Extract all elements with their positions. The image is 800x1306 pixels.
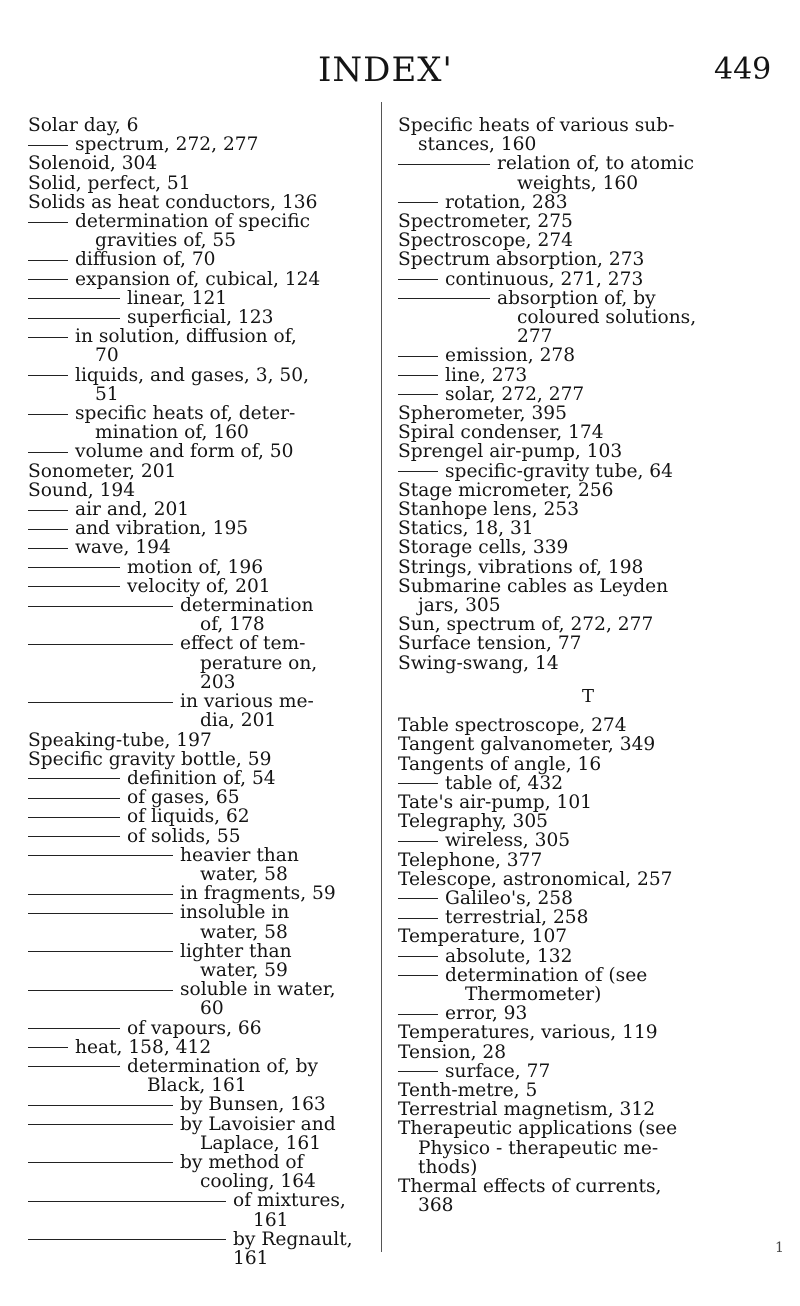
index-entry	[28, 1153, 378, 1191]
repeat-dash	[28, 702, 173, 703]
repeat-dash	[398, 471, 438, 472]
index-entry	[28, 788, 378, 807]
entry-text: Thermal effects of currents,	[398, 1175, 662, 1197]
index-entry	[398, 519, 778, 538]
repeat-dash	[398, 1071, 438, 1072]
entry-text: superficial, 123	[127, 307, 274, 329]
repeat-dash	[28, 951, 173, 952]
repeat-dash	[28, 644, 173, 645]
repeat-dash	[28, 1201, 226, 1202]
repeat-dash	[28, 375, 68, 376]
index-entry	[28, 750, 378, 769]
index-entry	[398, 812, 778, 831]
repeat-dash	[28, 990, 173, 991]
entry-text: Therapeutic applications (see	[398, 1118, 678, 1140]
entry-text: velocity of, 201	[127, 575, 271, 597]
index-entry	[398, 908, 778, 927]
repeat-dash	[398, 164, 490, 165]
index-entry	[28, 462, 378, 481]
index-entry	[398, 889, 778, 908]
entry-text: spectrum, 272, 277	[75, 134, 259, 156]
entry-continuation: Black, 161	[147, 1075, 247, 1097]
repeat-dash	[398, 298, 490, 299]
entry-continuation: Physico - therapeutic me-	[418, 1137, 659, 1159]
entry-continuation: 368	[418, 1195, 454, 1217]
repeat-dash	[28, 279, 68, 280]
entry-text: soluble in water,	[180, 979, 336, 1001]
entry-continuation: Thermometer)	[465, 983, 602, 1005]
index-entry	[398, 1081, 778, 1100]
index-entry	[28, 692, 378, 730]
entry-text: Specific heats of various sub-	[398, 115, 675, 136]
entry-text: of mixtures,	[233, 1190, 346, 1212]
entry-continuation: 161	[253, 1209, 289, 1231]
entry-text: Swing-swang, 14	[398, 652, 559, 674]
repeat-dash	[28, 1239, 226, 1240]
repeat-dash	[28, 855, 173, 856]
repeat-dash	[28, 529, 68, 530]
entry-text: by Lavoisier and	[180, 1113, 336, 1135]
index-entry	[28, 116, 378, 135]
index-entry	[28, 1230, 378, 1268]
index-entry	[28, 519, 378, 538]
repeat-dash	[398, 394, 438, 395]
entry-text: Telescope, astronomical, 257	[398, 868, 673, 890]
index-entry	[398, 250, 778, 269]
index-entry	[398, 385, 778, 404]
entry-text: definition of, 54	[127, 767, 276, 789]
entry-text: absolute, 132	[445, 945, 573, 967]
index-entry	[28, 1019, 378, 1038]
entry-text: Submarine cables as Leyden	[398, 575, 669, 597]
entry-continuation: 277	[517, 326, 553, 348]
entry-text: wave, 194	[75, 537, 171, 559]
index-entry	[28, 980, 378, 1018]
entry-continuation: water, 58	[200, 863, 288, 885]
entry-text: surface, 77	[445, 1060, 551, 1082]
repeat-dash	[28, 145, 68, 146]
entry-text: in various me-	[180, 691, 314, 713]
entry-text: insoluble in	[180, 902, 290, 924]
index-entry	[398, 1119, 778, 1177]
entry-text: Surface tension, 77	[398, 633, 582, 655]
entry-text: Galileo's, 258	[445, 887, 573, 909]
repeat-dash	[28, 567, 120, 568]
index-entry	[28, 404, 378, 442]
index-entry	[398, 346, 778, 365]
repeat-dash	[28, 1047, 68, 1048]
repeat-dash	[28, 452, 68, 453]
index-entry	[28, 577, 378, 596]
index-entry	[28, 500, 378, 519]
page-header	[0, 50, 800, 98]
entry-text: motion of, 196	[127, 556, 264, 578]
entry-text: line, 273	[445, 364, 528, 386]
index-entry	[398, 947, 778, 966]
index-entry	[28, 903, 378, 941]
index-entry	[28, 135, 378, 154]
entry-text: table of, 432	[445, 772, 564, 794]
entry-continuation: thods)	[418, 1156, 478, 1178]
entry-text: solar, 272, 277	[445, 383, 585, 405]
entry-continuation: cooling, 164	[200, 1171, 316, 1193]
repeat-dash	[398, 1014, 438, 1015]
index-entry	[398, 193, 778, 212]
index-column-right	[398, 116, 778, 1215]
index-entry	[398, 870, 778, 889]
entry-continuation: dia, 201	[200, 710, 277, 732]
index-entry	[398, 755, 778, 774]
index-entry	[398, 716, 778, 735]
entry-text: by Bunsen, 163	[180, 1094, 326, 1116]
repeat-dash	[28, 1162, 173, 1163]
entry-text: Stage micrometer, 256	[398, 479, 614, 501]
entry-continuation: water, 59	[200, 959, 288, 981]
entry-text: Temperature, 107	[398, 926, 568, 948]
repeat-dash	[398, 202, 438, 203]
index-entry	[398, 538, 778, 557]
entry-continuation: coloured solutions,	[517, 307, 697, 329]
index-entry	[28, 1191, 378, 1229]
entry-text: Spectroscope, 274	[398, 230, 573, 252]
entry-text: Temperatures, various, 119	[398, 1022, 658, 1044]
index-entry	[28, 289, 378, 308]
entry-text: emission, 278	[445, 345, 576, 367]
index-entry	[398, 1043, 778, 1062]
entry-text: specific-gravity tube, 64	[445, 460, 673, 482]
repeat-dash	[398, 783, 438, 784]
repeat-dash	[28, 510, 68, 511]
entry-text: Solenoid, 304	[28, 153, 158, 175]
entry-text: relation of, to atomic	[497, 153, 694, 175]
entry-text: expansion of, cubical, 124	[75, 268, 321, 290]
section-letter: T	[581, 685, 594, 707]
entry-text: and vibration, 195	[75, 518, 249, 540]
index-entry	[398, 831, 778, 850]
repeat-dash	[28, 1124, 173, 1125]
entry-text: wireless, 305	[445, 830, 571, 852]
entry-text: Spectrometer, 275	[398, 211, 573, 233]
index-entry	[28, 731, 378, 750]
entry-text: Sonometer, 201	[28, 460, 177, 482]
index-entry	[28, 634, 378, 692]
index-entry	[398, 154, 778, 192]
entry-text: Stanhope lens, 253	[398, 499, 580, 521]
entry-continuation: mination of, 160	[95, 422, 249, 444]
index-entry	[398, 966, 778, 1004]
index-entry	[398, 462, 778, 481]
index-entry	[398, 404, 778, 423]
index-entry	[398, 270, 778, 289]
entry-text: determination of, by	[127, 1055, 319, 1077]
index-entry	[28, 884, 378, 903]
index-entry	[28, 596, 378, 634]
footer-mark: 1	[775, 1240, 784, 1256]
repeat-dash	[28, 606, 173, 607]
entry-text: in fragments, 59	[180, 883, 336, 905]
index-entry	[28, 1115, 378, 1153]
entry-text: in solution, diffusion of,	[75, 326, 297, 348]
repeat-dash	[28, 318, 120, 319]
entry-text: Terrestrial magnetism, 312	[398, 1099, 656, 1121]
repeat-dash	[28, 298, 120, 299]
entry-text: determination of (see	[445, 964, 648, 986]
entry-text: Telegraphy, 305	[398, 811, 549, 833]
entry-text: Statics, 18, 31	[398, 518, 534, 540]
repeat-dash	[28, 586, 120, 587]
entry-text: by method of	[180, 1151, 304, 1173]
entry-text: Specific gravity bottle, 59	[28, 748, 272, 770]
entry-continuation: of, 178	[200, 614, 265, 636]
running-title: INDEX'	[318, 50, 453, 90]
repeat-dash	[28, 1066, 120, 1067]
repeat-dash	[28, 913, 173, 914]
entry-text: Sound, 194	[28, 479, 136, 501]
entry-text: Spectrum absorption, 273	[398, 249, 645, 271]
index-entry	[398, 442, 778, 461]
index-entry	[28, 174, 378, 193]
entry-text: effect of tem-	[180, 633, 306, 655]
repeat-dash	[28, 260, 68, 261]
repeat-dash	[398, 356, 438, 357]
index-entry	[398, 654, 778, 673]
index-entry	[398, 500, 778, 519]
page-number: 449	[714, 52, 772, 87]
entry-text: volume and form of, 50	[75, 441, 294, 463]
entry-text: diffusion of, 70	[75, 249, 216, 271]
repeat-dash	[28, 337, 68, 338]
entry-continuation: jars, 305	[418, 595, 501, 617]
index-entry	[28, 827, 378, 846]
entry-text: Solids as heat conductors, 136	[28, 191, 318, 213]
repeat-dash	[28, 548, 68, 549]
index-entry	[398, 1177, 778, 1215]
entry-continuation: 51	[95, 383, 119, 405]
entry-text: linear, 121	[127, 287, 228, 309]
index-entry	[398, 1100, 778, 1119]
entry-continuation: stances, 160	[418, 134, 537, 156]
index-entry	[398, 366, 778, 385]
entry-continuation: 70	[95, 345, 119, 367]
index-entry	[398, 481, 778, 500]
index-entry	[398, 927, 778, 946]
index-entry	[398, 1062, 778, 1081]
index-entry	[398, 1023, 778, 1042]
entry-continuation: Laplace, 161	[200, 1132, 322, 1154]
entry-text: rotation, 283	[445, 191, 568, 213]
entry-text: Solid, perfect, 51	[28, 172, 191, 194]
entry-text: of gases, 65	[127, 787, 240, 809]
index-entry	[398, 851, 778, 870]
entry-text: Tenth-metre, 5	[398, 1079, 538, 1101]
repeat-dash	[28, 894, 173, 895]
entry-text: absorption of, by	[497, 287, 656, 309]
repeat-dash	[28, 414, 68, 415]
entry-continuation: perature on,	[200, 652, 318, 674]
repeat-dash	[28, 222, 68, 223]
repeat-dash	[398, 841, 438, 842]
repeat-dash	[398, 918, 438, 919]
repeat-dash	[398, 279, 438, 280]
entry-text: Spiral condenser, 174	[398, 422, 604, 444]
index-entry	[398, 558, 778, 577]
index-entry	[398, 634, 778, 653]
entry-text: liquids, and gases, 3, 50,	[75, 364, 309, 386]
entry-text: error, 93	[445, 1003, 528, 1025]
entry-text: Tangents of angle, 16	[398, 753, 602, 775]
index-entry	[28, 442, 378, 461]
column-divider	[381, 102, 382, 1252]
repeat-dash	[28, 798, 120, 799]
entry-continuation: gravities of, 55	[95, 230, 237, 252]
index-entry	[28, 1038, 378, 1057]
index-entry	[28, 1095, 378, 1114]
index-entry	[398, 735, 778, 754]
index-entry	[28, 769, 378, 788]
index-entry	[28, 538, 378, 557]
entry-text: Tate's air-pump, 101	[398, 791, 593, 813]
entry-text: Strings, vibrations of, 198	[398, 556, 644, 578]
repeat-dash	[398, 975, 438, 976]
index-entry	[398, 577, 778, 615]
index-entry	[398, 423, 778, 442]
entry-text: determination of specific	[75, 211, 311, 233]
entry-text: lighter than	[180, 940, 292, 962]
repeat-dash	[28, 817, 120, 818]
index-entry	[28, 366, 378, 404]
index-entry	[398, 231, 778, 250]
index-entry	[28, 942, 378, 980]
index-entry	[28, 558, 378, 577]
entry-text: Telephone, 377	[398, 849, 543, 871]
index-entry	[398, 289, 778, 347]
index-entry	[28, 807, 378, 826]
entry-text: Sprengel air-pump, 103	[398, 441, 623, 463]
entry-text: specific heats of, deter-	[75, 403, 296, 425]
entry-text: of liquids, 62	[127, 806, 250, 828]
index-entry	[28, 481, 378, 500]
index-entry	[28, 250, 378, 269]
entry-text: Sun, spectrum of, 272, 277	[398, 614, 654, 636]
entry-text: air and, 201	[75, 499, 190, 521]
index-entry	[28, 327, 378, 365]
index-entry	[398, 212, 778, 231]
index-entry	[28, 308, 378, 327]
index-entry	[28, 270, 378, 289]
entry-continuation: 60	[200, 998, 224, 1020]
entry-text: Tension, 28	[398, 1041, 507, 1063]
entry-continuation: 203	[200, 671, 236, 693]
repeat-dash	[28, 1105, 173, 1106]
repeat-dash	[28, 1028, 120, 1029]
index-entry	[398, 793, 778, 812]
entry-text: terrestrial, 258	[445, 907, 589, 929]
index-entry	[28, 193, 378, 212]
entry-text: of vapours, 66	[127, 1017, 262, 1039]
index-entry	[398, 774, 778, 793]
entry-continuation: weights, 160	[517, 172, 639, 194]
entry-text: continuous, 271, 273	[445, 268, 644, 290]
entry-text: Table spectroscope, 274	[398, 715, 627, 737]
index-entry	[28, 154, 378, 173]
entry-text: of solids, 55	[127, 825, 241, 847]
index-entry	[398, 1004, 778, 1023]
entry-text: Spherometer, 395	[398, 403, 567, 425]
index-entry	[398, 615, 778, 634]
index-column-left	[28, 116, 378, 1268]
index-entry	[28, 212, 378, 250]
entry-text: heavier than	[180, 844, 299, 866]
entry-text: Tangent galvanometer, 349	[398, 734, 656, 756]
entry-text: Solar day, 6	[28, 115, 139, 136]
index-entry	[398, 116, 778, 154]
repeat-dash	[398, 898, 438, 899]
index-entry	[28, 846, 378, 884]
repeat-dash	[28, 836, 120, 837]
entry-continuation: water, 58	[200, 921, 288, 943]
entry-text: by Regnault, 161	[233, 1228, 353, 1269]
repeat-dash	[398, 375, 438, 376]
repeat-dash	[398, 956, 438, 957]
index-entry	[28, 1057, 378, 1095]
entry-text: Speaking-tube, 197	[28, 729, 212, 751]
entry-text: determination	[180, 595, 314, 617]
entry-text: Storage cells, 339	[398, 537, 569, 559]
repeat-dash	[28, 778, 120, 779]
entry-text: heat, 158, 412	[75, 1036, 212, 1058]
